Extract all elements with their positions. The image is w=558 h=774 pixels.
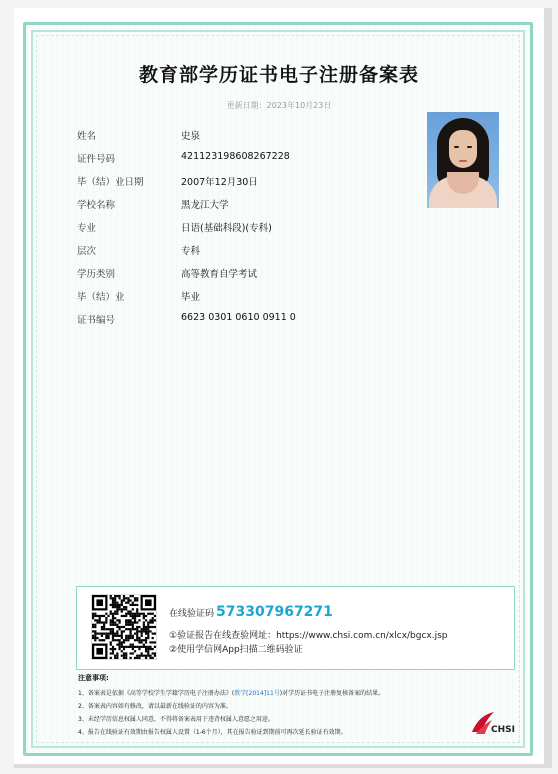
note-text: 4、报告在线验证有效期由报告权属人设置（1-6个月），其在报告验证到期前可再次延长验证有效期。 — [78, 729, 347, 736]
field-label: 毕（结）业 — [77, 292, 125, 303]
certificate-page — [14, 8, 544, 764]
photo-eye-left — [454, 146, 459, 148]
field-value: 高等教育自学考试 — [181, 269, 258, 280]
field-label: 证书编号 — [77, 315, 116, 326]
field-label: 专业 — [77, 223, 97, 234]
field-label: 学历类别 — [77, 269, 116, 280]
notes-title: 注意事项: — [78, 674, 109, 682]
verification-code: 573307967271 — [216, 604, 333, 620]
field-value: 毕业 — [181, 292, 201, 303]
field-label: 毕（结）业日期 — [77, 177, 144, 188]
field-value: 6623 0301 0610 0911 0 — [181, 312, 296, 323]
note-item — [78, 688, 518, 701]
field-value: 史泉 — [181, 131, 201, 142]
verification-box — [76, 586, 515, 670]
verification-code-line — [169, 604, 333, 620]
note-text: 2、备案表内容如有修改，请以最新在线验证的内容为准。 — [78, 703, 232, 710]
qr-code[interactable] — [91, 594, 157, 660]
field-value: 日语(基础科段)(专科) — [181, 223, 272, 234]
update-date: 更新日期：2023年10月23日 — [226, 101, 332, 110]
field-label: 证件号码 — [77, 154, 116, 165]
photo-eye-right — [467, 146, 472, 148]
field-value: 黑龙江大学 — [181, 200, 229, 211]
note-item — [78, 701, 518, 714]
verification-url-line: ①验证报告在线查验网址：https://www.chsi.com.cn/xlcx/bgcx.jsp — [169, 631, 448, 641]
regulation-link[interactable]: 教学[2014]11号 — [234, 690, 280, 697]
notes-section — [78, 673, 518, 740]
note-item — [78, 714, 518, 727]
verification-app-line: ②使用学信网App扫描二维码验证 — [169, 645, 303, 655]
note-text: 1、备案表是依据《高等学校学生学籍学历电子注册办法》( — [78, 690, 235, 697]
verification-code-label: 在线验证码 — [169, 609, 215, 619]
field-value: 421123198608267228 — [181, 151, 290, 162]
page-title: 教育部学历证书电子注册备案表 — [138, 64, 419, 86]
qr-code-graphic — [92, 595, 156, 659]
photo-mouth — [459, 160, 467, 162]
field-label: 学校名称 — [77, 200, 116, 211]
chsi-logo-text: CHSI — [491, 725, 515, 735]
field-value: 专科 — [181, 246, 201, 257]
field-label: 层次 — [77, 246, 97, 257]
note-text: 3、未经学历信息权属人同意，不得将备案表用于违背权属人意愿之用途。 — [78, 716, 274, 723]
field-value: 2007年12月30日 — [181, 177, 258, 188]
portrait-photo — [427, 112, 499, 208]
photo-face — [449, 130, 477, 168]
field-label: 姓名 — [77, 131, 97, 142]
note-text-suffix: )对学历证书电子注册复核备案的结果。 — [279, 690, 385, 697]
note-item — [78, 727, 518, 740]
